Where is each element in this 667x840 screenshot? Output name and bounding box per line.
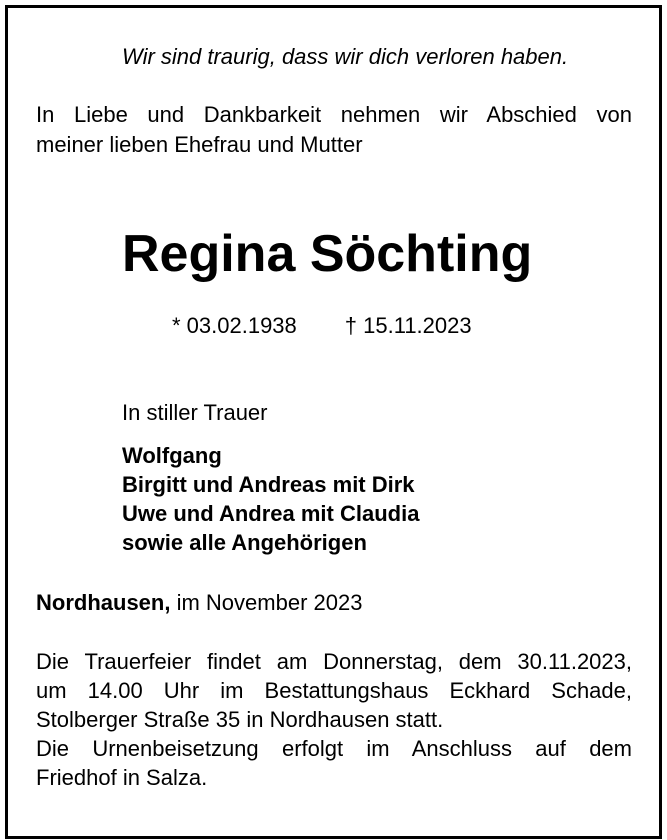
- mourner: Uwe und Andrea mit Claudia: [122, 501, 420, 526]
- mourner: sowie alle Angehörigen: [122, 530, 367, 555]
- funeral-line-1: Die Trauerfeier findet am Donnerstag, dem 30.11.2023,: [36, 649, 632, 674]
- motto: Wir sind traurig, dass wir dich verloren haben.: [122, 44, 569, 69]
- mourners-list: [122, 441, 419, 557]
- intro-line-2: meiner lieben Ehefrau und Mutter: [36, 132, 363, 157]
- mourning-phrase: In stiller Trauer: [122, 400, 268, 425]
- burial-line-1: Die Urnenbeisetzung erfolgt im Anschluss auf dem: [36, 736, 632, 761]
- intro-line-1: In Liebe und Dankbarkeit nehmen wir Abschied von: [36, 102, 632, 127]
- funeral-line-3: Stolberger Straße 35 in Nordhausen statt.: [36, 707, 444, 732]
- death-date: † 15.11.2023: [344, 313, 472, 338]
- date-line: im November 2023: [176, 590, 363, 615]
- deceased-name: Regina Söchting: [122, 225, 533, 283]
- life-dates: [172, 311, 472, 341]
- birth-date: * 03.02.1938: [172, 313, 297, 338]
- place-date-line: [36, 588, 362, 618]
- burial-line-2: Friedhof in Salza.: [36, 765, 208, 790]
- place: Nordhausen,: [36, 590, 171, 615]
- mourner: Wolfgang: [122, 443, 222, 468]
- mourner: Birgitt und Andreas mit Dirk: [122, 472, 415, 497]
- funeral-line-2: um 14.00 Uhr im Bestattungshaus Eckhard Schade,: [36, 678, 632, 703]
